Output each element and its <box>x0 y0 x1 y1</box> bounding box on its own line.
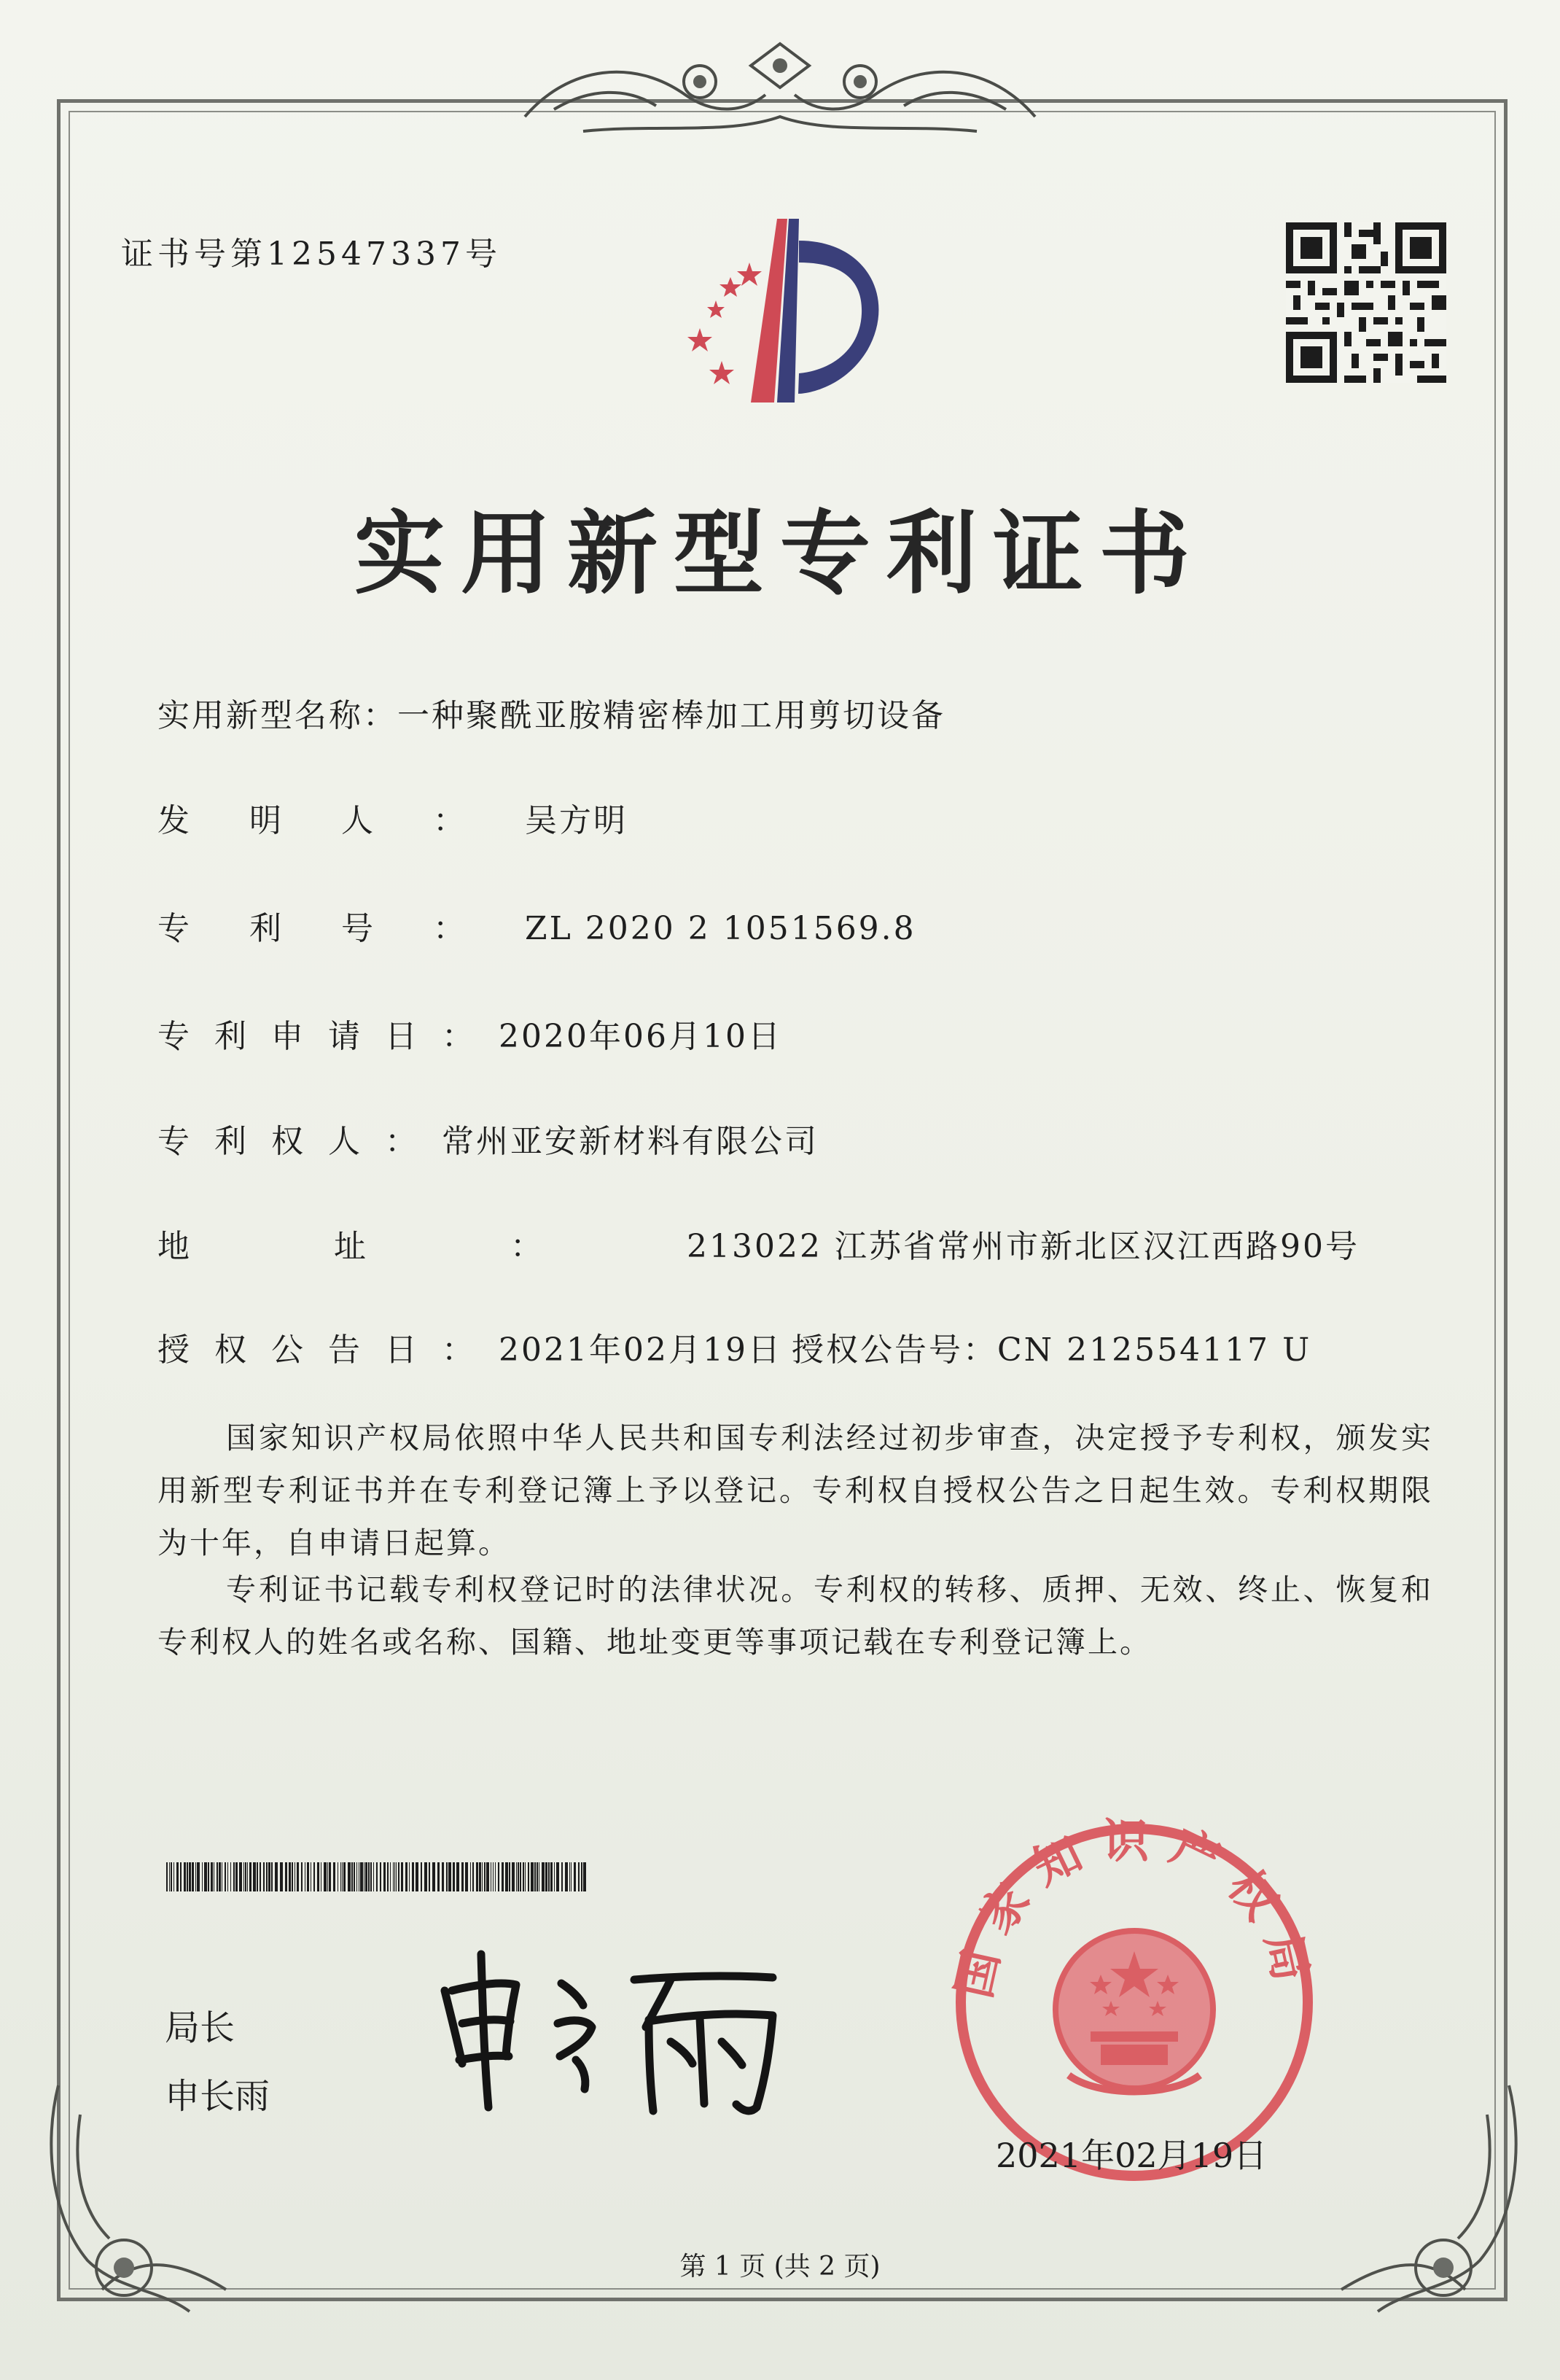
field-label: 发明人： <box>157 802 525 839</box>
field-grant-number <box>792 1329 1311 1372</box>
cnipa-logo-icon <box>649 211 919 423</box>
certificate-number: 证书号第12547337号 <box>121 236 502 273</box>
top-ornament <box>510 36 1050 146</box>
field-address <box>157 1225 1360 1269</box>
field-label: 授权公告日： <box>157 1331 499 1369</box>
qr-code-icon <box>1286 220 1446 385</box>
director-title: 局长 <box>165 2007 235 2048</box>
field-value: 常州亚安新材料有限公司 <box>442 1123 819 1160</box>
barcode-icon <box>166 1862 589 1891</box>
body-paragraph-1: 国家知识产权局依照中华人民共和国专利法经过初步审查，决定授予专利权，颁发实用新型专利证书并在专利登记簿上予以登记。专利权自授权公告之日起生效。专利权期限为十年，自申请日起算。 <box>157 1420 1433 1560</box>
body-paragraph-2: 专利证书记载专利权登记时的法律状况。专利权的转移、质押、无效、终止、恢复和专利权人的姓名或名称、国籍、地址变更等事项记载在专利登记簿上。 <box>157 1572 1433 1660</box>
field-label: 专利申请日： <box>157 1018 499 1055</box>
field-filing-date <box>157 1015 782 1059</box>
seal-text: 国家知识产权局 <box>947 1815 1322 2003</box>
seal-date: 2021年02月19日 <box>996 2136 1268 2175</box>
field-label: 专利权人： <box>157 1123 442 1160</box>
field-grant-date <box>157 1329 782 1372</box>
field-patentee <box>157 1120 819 1164</box>
certificate-title: 实用新型专利证书 <box>354 501 1206 607</box>
field-patent-number <box>157 907 916 951</box>
field-value: 2020年06月10日 <box>499 1018 782 1055</box>
field-value: 213022 江苏省常州市新北区汉江西路90号 <box>687 1228 1360 1265</box>
bottom-right-ornament <box>1319 2071 1538 2333</box>
field-value: ZL 2020 2 1051569.8 <box>525 910 916 947</box>
field-label: 专利号： <box>157 910 525 947</box>
field-inventor <box>157 799 628 843</box>
field-label: 授权公告号： <box>792 1331 997 1369</box>
field-label: 实用新型名称： <box>157 697 397 734</box>
director-name: 申长雨 <box>165 2076 270 2117</box>
field-label: 地址： <box>157 1228 687 1265</box>
field-value: 一种聚酰亚胺精密棒加工用剪切设备 <box>397 697 945 734</box>
field-value: 吴方明 <box>525 802 628 839</box>
page-number: 第 1 页 (共 2 页) <box>679 2252 881 2282</box>
handwritten-signature <box>430 1940 809 2122</box>
field-value: 2021年02月19日 <box>499 1331 782 1369</box>
field-utility-model-name <box>157 694 945 738</box>
field-value: CN 212554117 U <box>997 1331 1312 1369</box>
